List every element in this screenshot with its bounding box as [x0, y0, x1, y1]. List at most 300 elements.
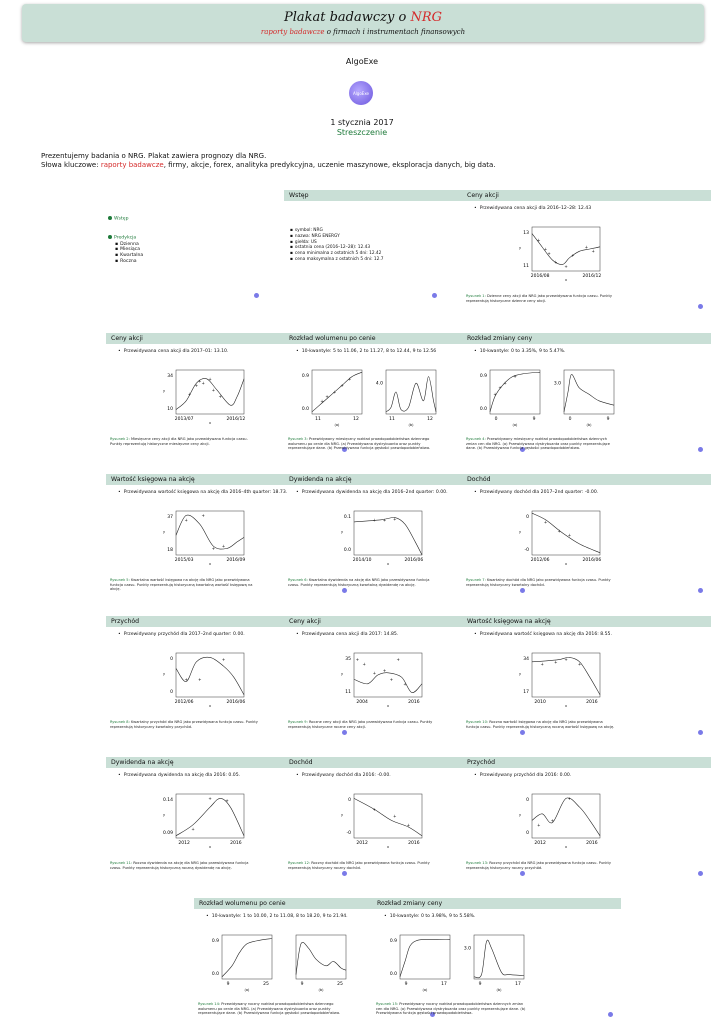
panel-title: Dochód	[462, 474, 711, 485]
density-line	[386, 377, 436, 412]
data-point: +	[389, 676, 394, 682]
author: AlgoExe	[345, 57, 379, 66]
y-tick-label: 0	[526, 797, 529, 803]
y-axis-glyph: y	[163, 389, 166, 393]
figure-caption-text: Miesięczne ceny akcji dla NRG jako przewidywana funkcja czasu. Punkty reprezentują historyczne miesięczne ceny akcji.	[110, 437, 248, 446]
data-point: +	[221, 543, 226, 549]
x-tick-label: 9	[226, 982, 230, 987]
data-point: +	[406, 822, 411, 828]
nav-item-kwartalna[interactable]: ▪ Kwartalna	[108, 253, 143, 259]
x-tick-label: 0	[494, 417, 498, 422]
data-point: +	[591, 248, 595, 254]
prediction-bullet: • Przewidywana cena akcji dla 2016–12–28: 12.43	[474, 206, 591, 211]
panel-title: Wartość księgowa na akcję	[106, 474, 355, 485]
data-point: +	[554, 659, 558, 665]
x-axis-glyph: x	[386, 704, 390, 708]
prediction-bullet: • 10-kwantyle: 0 to 3.35%, 9 to 5.47%.	[474, 349, 565, 354]
plot-frame	[354, 653, 422, 697]
x-tick-label: 2016	[408, 700, 420, 705]
y-tick-label: -0	[346, 831, 351, 837]
figure-caption	[110, 720, 260, 729]
x-tick-label: 17	[515, 982, 521, 987]
data-point: +	[198, 676, 202, 682]
poster-header	[22, 4, 704, 42]
y-tick-label: 17	[523, 690, 529, 696]
x-tick-label: 17	[441, 982, 447, 987]
y-tick-label: 0	[170, 690, 173, 696]
y-tick-label: -0	[524, 548, 529, 554]
figure-caption	[376, 1002, 526, 1016]
data-point: +	[320, 398, 324, 404]
figure-caption-text: Kwartalna dywidenda na akcję dla NRG jako przewidywana funkcja czasu. Punkty reprezentują historyczną kwartalną dywidendę na akcję.	[288, 578, 430, 587]
density-line	[474, 940, 524, 978]
x-tick-label: 2016/12	[582, 274, 602, 279]
subfigure-label: (a)	[334, 423, 340, 427]
chart-1	[462, 213, 711, 293]
poster-title	[22, 10, 704, 25]
panel-title: Rozkład zmiany ceny	[372, 898, 621, 909]
panel-title: Wstęp	[284, 190, 533, 201]
chart-15	[372, 921, 621, 1001]
panel-title: Dochód	[284, 757, 533, 768]
plot-frame	[354, 794, 422, 838]
prediction-bullet: • Przewidywana dywidenda na akcję dla 2016: 0.05.	[118, 773, 240, 778]
x-tick-label: 9	[300, 982, 304, 987]
data-point: +	[201, 512, 205, 518]
data-point: +	[372, 517, 377, 523]
subfigure-label: (a)	[512, 423, 518, 427]
x-tick-label: 25	[263, 982, 269, 987]
subfigure-label: (b)	[408, 423, 414, 427]
figure-caption-text: Przewidywany miesięczny rozkład prawdopodobieństwa dziennych zmian cen dla NRG. (a) Przewidywana dystrybuanta oraz punkty reprezentujące dane. (b) Przewidywana funkcja gęstości prawdopodobieństwa.	[466, 437, 610, 451]
panel-title: Ceny akcji	[462, 190, 711, 201]
y-tick-label: 10	[167, 407, 173, 413]
data-point: +	[577, 661, 582, 667]
figure-caption-text: Roczny dochód dla NRG jako przewidywana funkcja czasu. Punkty reprezentują historyczny roczny dochód.	[288, 861, 430, 870]
data-point: +	[584, 244, 589, 250]
chart-4	[462, 356, 711, 436]
data-point: +	[564, 264, 568, 270]
nav-circle-icon[interactable]	[698, 871, 703, 876]
y-tick-label: 35	[345, 656, 351, 662]
data-point: +	[362, 661, 366, 667]
x-tick-label: 9	[404, 982, 408, 987]
y-tick-label: 0.9	[211, 938, 219, 944]
figure-caption	[466, 578, 616, 587]
panel-title: Wartość księgowa na akcję	[462, 616, 711, 627]
x-axis-glyph: x	[208, 845, 212, 849]
figure-caption	[288, 437, 438, 451]
figure-number: Rysunek 4:	[466, 437, 486, 441]
data-point: +	[218, 393, 222, 399]
y-axis-glyph: y	[163, 530, 166, 534]
y-tick-label: 0.0	[343, 548, 351, 554]
data-point: +	[340, 382, 344, 388]
chart-7	[462, 497, 711, 577]
panel-4	[462, 333, 711, 454]
x-axis-glyph: x	[564, 845, 568, 849]
figure-caption	[110, 861, 260, 870]
y-axis-glyph: y	[519, 672, 522, 676]
x-tick-label: 2004	[356, 700, 368, 705]
data-point: +	[393, 516, 397, 522]
plot-frame	[354, 511, 422, 555]
data-point: +	[208, 795, 212, 801]
section-title: Streszczenie	[336, 128, 388, 137]
x-tick-label: 2016	[586, 841, 598, 846]
prediction-bullet: • Przewidywany przychód dla 2017–2nd quarter: 0.00.	[118, 632, 245, 637]
y-tick-label: 0	[348, 797, 351, 803]
panel-title: Przychód	[462, 757, 711, 768]
x-tick-label: 25	[337, 982, 343, 987]
x-tick-label: 2015/03	[174, 558, 194, 563]
figure-caption-text: Roczne ceny akcji dla NRG jako przewidywana funkcja czasu. Punkty reprezentują historyczne roczne ceny akcji.	[288, 720, 433, 729]
prediction-bullet: • Przewidywana cena akcji dla 2017: 14.85.	[296, 632, 398, 637]
data-point: +	[543, 519, 548, 525]
figure-caption-text: Kwartalny przychód dla NRG jako przewidywana funkcja czasu. Punkty reprezentują historyczny kwartalny przychód.	[110, 720, 258, 729]
x-axis-glyph: x	[564, 562, 568, 566]
y-tick-label: 0.0	[389, 972, 397, 978]
chart-13	[462, 780, 711, 860]
x-axis-glyph: x	[564, 278, 568, 282]
data-point: +	[211, 545, 216, 551]
figure-number: Rysunek 8:	[110, 720, 130, 724]
plot-frame	[532, 794, 600, 838]
wstep-item: ▪ symbol: NRG	[290, 228, 383, 234]
nav-bullet-icon	[108, 216, 112, 220]
data-point: +	[567, 532, 572, 538]
keywords-label: Słowa kluczowe:	[41, 161, 101, 169]
wstep-item: ▪ nazwa: NRG ENERGY	[290, 234, 383, 240]
x-axis-glyph: x	[564, 704, 568, 708]
poster-navigation	[108, 216, 143, 265]
panel-title: Ceny akcji	[284, 616, 533, 627]
figure-caption-text: Dzienne ceny akcji dla NRG jako przewidywana funkcja czasu. Punkty reprezentują historyczne dzienne ceny akcji.	[466, 294, 613, 303]
y-axis-glyph: y	[341, 813, 344, 817]
x-axis-glyph: x	[386, 562, 390, 566]
series-line	[354, 673, 422, 693]
wstep-item: ▪ cena maksymalna z ostatnich 5 dni: 12.7	[290, 257, 383, 263]
y-tick-label: 0	[526, 831, 529, 837]
x-tick-label: 2012/06	[530, 558, 550, 563]
figure-number: Rysunek 11:	[110, 861, 133, 865]
panel-title: Ceny akcji	[106, 333, 355, 344]
y-axis-glyph: y	[163, 813, 166, 817]
x-tick-label: 2016	[586, 700, 598, 705]
x-tick-label: 2012	[534, 841, 546, 846]
prediction-bullet: • Przewidywany dochód dla 2017–2nd quarter: -0.00.	[474, 490, 598, 495]
poster-title-prefix: Plakat badawczy o	[283, 10, 411, 25]
panel-body	[462, 201, 711, 311]
figure-number: Rysunek 9:	[288, 720, 308, 724]
y-axis-glyph: y	[519, 246, 522, 250]
figure-number: Rysunek 1:	[466, 294, 486, 298]
y-axis-glyph: y	[519, 813, 522, 817]
data-point: +	[355, 657, 360, 663]
y-axis-glyph: y	[163, 672, 166, 676]
panel-body	[462, 485, 711, 595]
nav-link-predykcja-label: Predykcja	[114, 235, 137, 241]
cdf-line	[222, 939, 272, 977]
series-line	[532, 234, 600, 265]
keywords-rest: , firmy, akcje, forex, analityka predykcyjna, uczenie maszynowe, eksploracja danych, big data.	[163, 161, 496, 169]
series-line	[176, 795, 244, 835]
data-point: +	[187, 391, 192, 397]
x-tick-label: 2014/10	[352, 558, 372, 563]
nav-circle-icon[interactable]	[432, 293, 437, 298]
data-point: +	[567, 795, 572, 801]
x-tick-label: 11	[389, 417, 395, 422]
y-tick-label: 0.0	[301, 407, 309, 413]
prediction-bullet: • Przewidywany dochód dla 2016: -0.00.	[296, 773, 391, 778]
series-line	[354, 798, 422, 835]
x-tick-label: 9	[532, 417, 536, 422]
data-point: +	[194, 382, 199, 388]
figure-caption-text: Roczny przychód dla NRG jako przewidywana funkcja czasu. Punkty reprezentują historyczny roczny przychód.	[466, 861, 612, 870]
data-point: +	[201, 380, 205, 386]
intro-line-2	[41, 161, 496, 170]
y-tick-label: 13	[523, 230, 529, 236]
data-point: +	[396, 657, 400, 663]
x-tick-label: 2012/06	[174, 700, 194, 705]
data-point: +	[498, 385, 502, 391]
x-tick-label: 9	[606, 417, 610, 422]
data-point: +	[221, 657, 226, 663]
figure-number: Rysunek 3:	[288, 437, 308, 441]
nav-item-miesiaca[interactable]: ▪ Miesiąca	[108, 247, 143, 253]
y-tick-label: 3.0	[463, 946, 471, 952]
subfigure-label: (b)	[318, 988, 324, 992]
y-tick-label: 11	[345, 690, 351, 696]
y-tick-label: 4.0	[375, 381, 383, 387]
panel-1	[462, 190, 711, 311]
data-point: +	[513, 374, 517, 380]
data-point: +	[540, 661, 544, 667]
x-tick-label: 2016	[408, 841, 420, 846]
figure-caption	[466, 294, 616, 303]
figure-caption-text: Roczna dywidenda na akcję dla NRG jako przewidywana funkcja czasu. Punkty reprezentują historyczną roczną dywidendę na akcję.	[110, 861, 249, 870]
series-line	[532, 513, 600, 553]
plot-frame	[400, 935, 450, 979]
panel-13	[462, 757, 711, 878]
density-line	[296, 942, 346, 974]
wstep-item: ▪ ostatnia cena (2016–12–28): 12.43	[290, 245, 383, 251]
figure-number: Rysunek 5:	[110, 578, 130, 582]
figure-caption	[466, 861, 616, 870]
nav-link-wstep-label: Wstęp	[114, 216, 129, 222]
nav-circle-icon[interactable]	[698, 588, 703, 593]
x-axis-glyph: x	[208, 704, 212, 708]
nav-circle-icon[interactable]	[608, 1012, 613, 1017]
subfigure-label: (a)	[422, 988, 428, 992]
y-tick-label: 18	[167, 548, 173, 554]
panel-title: Dywidenda na akcję	[284, 474, 533, 485]
figure-number: Rysunek 12:	[288, 861, 311, 865]
data-point: +	[571, 253, 575, 259]
x-tick-label: 2016/08	[530, 274, 550, 279]
x-tick-label: 2016/06	[582, 558, 602, 563]
data-point: +	[191, 826, 195, 832]
y-tick-label: 0	[170, 656, 173, 662]
nav-bullet-icon	[108, 235, 112, 239]
y-tick-label: 0.0	[479, 407, 487, 413]
wstep-item: ▪ giełda: US	[290, 240, 383, 246]
data-point: +	[184, 676, 188, 682]
data-point: +	[208, 376, 212, 382]
prediction-bullet: • Przewidywana wartość księgowa na akcję dla 2016: 8.55.	[474, 632, 612, 637]
data-point: +	[225, 798, 229, 804]
data-point: +	[403, 681, 407, 687]
figure-caption	[466, 720, 616, 729]
nav-item-roczna[interactable]: ▪ Roczna	[108, 259, 143, 265]
figure-caption-text: Kwartalna wartość księgowa na akcję dla NRG jako przewidywana funkcja czasu. Punkty reprezentują historyczną kwartalną wartość księgową na akcję.	[110, 578, 253, 592]
y-axis-glyph: y	[341, 672, 344, 676]
panel-body	[462, 768, 711, 878]
figure-caption	[288, 720, 438, 729]
density-line	[564, 374, 614, 411]
data-point: +	[537, 822, 541, 828]
x-tick-label: 2013/07	[174, 417, 194, 422]
figure-number: Rysunek 6:	[288, 578, 308, 582]
x-axis-glyph: x	[208, 421, 212, 425]
data-point: +	[554, 259, 558, 265]
x-axis-glyph: x	[208, 562, 212, 566]
figure-caption-text: Roczna wartość księgowa na akcję dla NRG jako przewidywana funkcja czasu. Punkty reprezentują historyczną roczną wartość księgową na akcję.	[466, 720, 615, 729]
algoexe-logo: AlgoExe	[349, 81, 373, 105]
y-tick-label: 0	[526, 514, 529, 520]
subfigure-label: (a)	[244, 988, 250, 992]
nav-item-dzienna[interactable]: ▪ Dzienna	[108, 242, 143, 248]
panel-title: Przychód	[106, 616, 355, 627]
plot-frame	[176, 653, 244, 697]
x-tick-label: 12	[427, 417, 433, 422]
x-tick-label: 11	[315, 417, 321, 422]
nav-circle-icon[interactable]	[698, 304, 703, 309]
prediction-bullet: • 10-kwantyle: 1 to 10.00, 2 to 11.08, 8 to 18.20, 9 to 21.94.	[206, 914, 348, 919]
x-axis-glyph: x	[386, 845, 390, 849]
y-tick-label: 0.9	[389, 938, 397, 944]
figure-caption-text: Przewidywany roczny rozkład prawdopodobieństwa dziennego wolumenu po cenie dla NRG. (a) Przewidywana dystrybuanta oraz punkty reprezentujące dane. (b) Przewidywana funkcja gęstości prawdopodobieństwa.	[198, 1002, 341, 1016]
x-tick-label: 2012	[178, 841, 190, 846]
plot-frame	[296, 935, 346, 979]
figure-number: Rysunek 13:	[466, 861, 489, 865]
subfigure-label: (b)	[586, 423, 592, 427]
plot-frame	[312, 370, 362, 414]
x-tick-label: 2010	[534, 700, 546, 705]
data-point: +	[537, 237, 541, 243]
prediction-bullet: • Przewidywana cena akcji dla 2017–01: 13.10.	[118, 349, 228, 354]
panel-title: Rozkład wolumenu po cenie	[284, 333, 533, 344]
wstep-item: ▪ cena minimalna z ostatnich 5 dni: 12.42	[290, 251, 383, 257]
series-line	[176, 378, 244, 409]
date: 1 stycznia 2017	[330, 118, 394, 127]
poster-subtitle-rest: o firmach i instrumentach finansowych	[324, 28, 466, 36]
panel-7	[462, 474, 711, 595]
poster-subtitle	[22, 28, 704, 36]
x-tick-label: 12	[353, 417, 359, 422]
figure-caption	[110, 437, 260, 446]
figure-caption	[110, 578, 260, 592]
prediction-bullet: • Przewidywana dywidenda na akcję dla 2016–2nd quarter: 0.00.	[296, 490, 448, 495]
figure-number: Rysunek 7:	[466, 578, 486, 582]
y-tick-label: 3.0	[553, 381, 561, 387]
figure-caption-text: Przewidywany miesięczny rozkład prawdopodobieństwa dziennego wolumenu po cenie dla NRG. (a) Przewidywana dystrybuanta oraz punkty reprezentujące dane. (b) Przewidywana funkcja gęstości prawdopodobieństwa.	[288, 437, 431, 451]
series-line	[532, 795, 600, 836]
series-line	[354, 517, 422, 555]
x-tick-label: 2016/06	[226, 700, 246, 705]
wstep-list	[290, 228, 383, 263]
y-tick-label: 11	[523, 264, 529, 270]
keywords-accent: raporty badawcze	[100, 161, 164, 169]
figure-caption	[198, 1002, 348, 1016]
figure-number: Rysunek 2:	[110, 437, 130, 441]
figure-caption	[288, 861, 438, 870]
y-tick-label: 0.1	[343, 514, 351, 520]
figure-caption	[466, 437, 616, 451]
prediction-bullet: • 10-kwantyle: 5 to 11.06, 2 to 11.27, 8 to 12.44, 9 to 12.56	[296, 349, 436, 354]
y-tick-label: 0.09	[162, 831, 173, 837]
subfigure-label: (b)	[496, 988, 502, 992]
prediction-bullet: • 10-kwantyle: 0 to 3.98%, 9 to 5.58%.	[384, 914, 475, 919]
plot-frame	[222, 935, 272, 979]
figure-caption-text: Przewidywany roczny rozkład prawdopodobieństwa dziennych zmian cen dla NRG. (a) Przewidywana dystrybuanta oraz punkty reprezentujące dane. (b) Przewidywana funkcja gęstości prawdopodobieństwa.	[376, 1002, 526, 1016]
y-tick-label: 34	[523, 656, 529, 662]
panel-body	[462, 627, 711, 737]
nav-circle-icon[interactable]	[698, 447, 703, 452]
x-tick-label: 2016/09	[226, 558, 246, 563]
figure-number: Rysunek 15:	[376, 1002, 399, 1006]
panel-15	[372, 898, 621, 1019]
y-axis-glyph: y	[519, 530, 522, 534]
y-tick-label: 34	[167, 373, 173, 379]
x-tick-label: 0	[568, 417, 572, 422]
x-tick-label: 2012	[356, 841, 368, 846]
data-point: +	[543, 246, 548, 252]
panel-body	[462, 344, 711, 454]
data-point: +	[382, 517, 387, 523]
x-tick-label: 2016	[230, 841, 242, 846]
data-point: +	[503, 380, 507, 386]
panel-title: Rozkład zmiany ceny	[462, 333, 711, 344]
panel-title: Dywidenda na akcję	[106, 757, 355, 768]
figure-number: Rysunek 10:	[466, 720, 489, 724]
panel-body	[372, 909, 621, 1019]
y-axis-glyph: y	[341, 530, 344, 534]
data-point: +	[332, 389, 337, 395]
x-tick-label: 2016/12	[226, 417, 246, 422]
panel-10	[462, 616, 711, 737]
data-point: +	[557, 528, 561, 534]
data-point: +	[372, 670, 377, 676]
x-tick-label: 9	[478, 982, 482, 987]
cdf-line	[312, 372, 362, 412]
data-point: +	[198, 378, 202, 384]
data-point: +	[564, 657, 568, 663]
nav-circle-icon[interactable]	[254, 293, 259, 298]
data-point: +	[325, 393, 329, 399]
data-point: +	[493, 391, 497, 397]
intro-line-1: Prezentujemy badania o NRG. Plakat zawiera prognozy dla NRG.	[41, 152, 267, 160]
data-point: +	[382, 668, 387, 674]
nav-circle-icon[interactable]	[698, 730, 703, 735]
y-tick-label: 0.9	[301, 373, 309, 379]
data-point: +	[372, 806, 377, 812]
figure-number: Rysunek 14:	[198, 1002, 221, 1006]
x-tick-label: 2016/06	[404, 558, 424, 563]
plot-frame	[564, 370, 614, 414]
data-point: +	[347, 376, 352, 382]
y-tick-label: 0.9	[479, 373, 487, 379]
